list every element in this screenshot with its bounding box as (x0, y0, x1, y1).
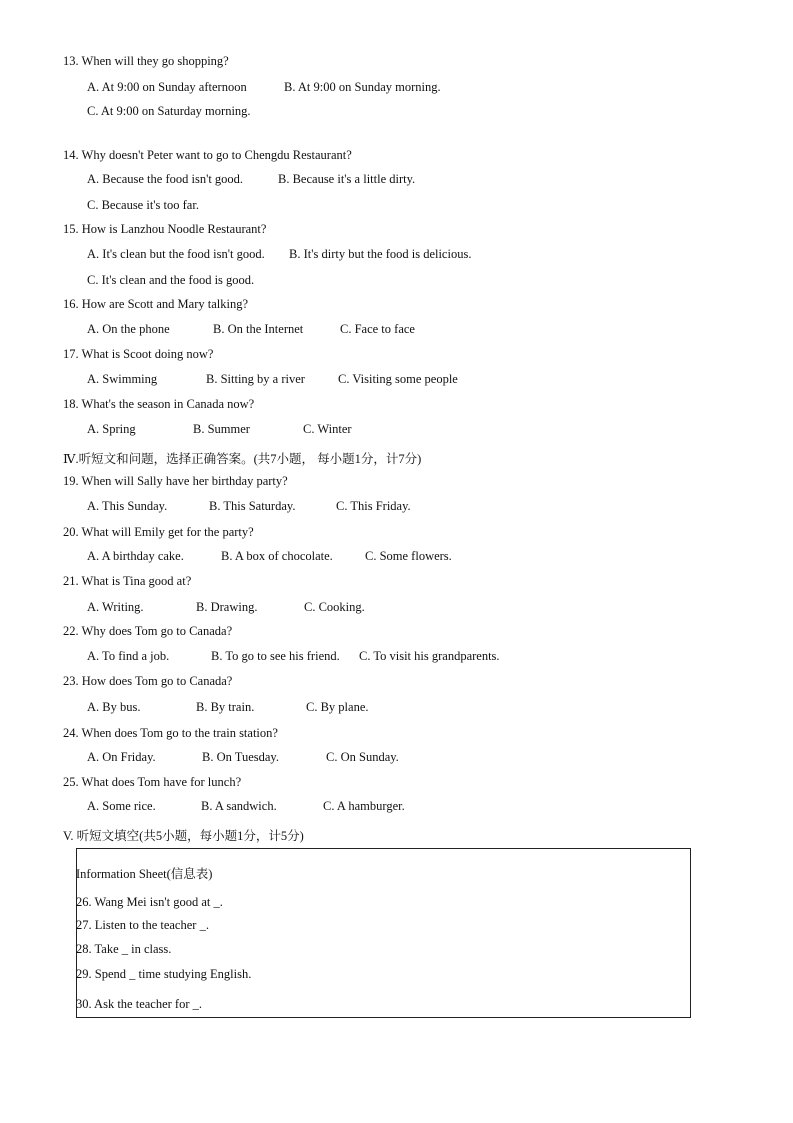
question-21: 21. What is Tina good at? (63, 574, 192, 588)
section-iv-heading: Ⅳ.听短文和问题，选择正确答案。(共7小题， 每小题1分，计7分) (63, 452, 422, 466)
option-17a[interactable]: A. Swimming (87, 372, 158, 386)
option-24b[interactable]: B. On Tuesday. (202, 750, 279, 764)
option-23b[interactable]: B. By train. (196, 700, 255, 714)
option-21c[interactable]: C. Cooking. (304, 600, 365, 614)
option-15b[interactable]: B. It's dirty but the food is delicious. (289, 247, 472, 261)
information-sheet-title: Information Sheet(信息表) (76, 867, 213, 881)
option-25c[interactable]: C. A hamburger. (323, 799, 405, 813)
option-22a[interactable]: A. To find a job. (87, 649, 170, 663)
option-24c[interactable]: C. On Sunday. (326, 750, 399, 764)
option-19c[interactable]: C. This Friday. (336, 499, 411, 513)
option-16a[interactable]: A. On the phone (87, 322, 170, 336)
blank-line-30[interactable]: 30. Ask the teacher for _. (76, 997, 203, 1011)
option-19b[interactable]: B. This Saturday. (209, 499, 296, 513)
option-23a[interactable]: A. By bus. (87, 700, 141, 714)
option-14a[interactable]: A. Because the food isn't good. (87, 172, 244, 186)
option-13a[interactable]: A. At 9:00 on Sunday afternoon (87, 80, 247, 94)
option-15a[interactable]: A. It's clean but the food isn't good. (87, 247, 265, 261)
section-v-heading: V. 听短文填空(共5小题，每小题1分，计5分) (63, 829, 304, 843)
blank-line-27[interactable]: 27. Listen to the teacher _. (76, 918, 209, 932)
question-24: 24. When does Tom go to the train station? (63, 726, 278, 740)
option-24a[interactable]: A. On Friday. (87, 750, 156, 764)
question-14: 14. Why doesn't Peter want to go to Chengdu Restaurant? (63, 148, 352, 162)
question-22: 22. Why does Tom go to Canada? (63, 624, 233, 638)
option-16b[interactable]: B. On the Internet (213, 322, 304, 336)
question-18: 18. What's the season in Canada now? (63, 397, 255, 411)
blank-line-29[interactable]: 29. Spend _ time studying English. (76, 967, 252, 981)
option-22b[interactable]: B. To go to see his friend. (211, 649, 340, 663)
blank-line-28[interactable]: 28. Take _ in class. (76, 942, 172, 956)
question-17: 17. What is Scoot doing now? (63, 347, 214, 361)
option-20b[interactable]: B. A box of chocolate. (221, 549, 333, 563)
option-20a[interactable]: A. A birthday cake. (87, 549, 184, 563)
option-13c[interactable]: C. At 9:00 on Saturday morning. (87, 104, 251, 118)
question-25: 25. What does Tom have for lunch? (63, 775, 242, 789)
question-19: 19. When will Sally have her birthday party? (63, 474, 288, 488)
option-25b[interactable]: B. A sandwich. (201, 799, 277, 813)
option-13b[interactable]: B. At 9:00 on Sunday morning. (284, 80, 441, 94)
option-25a[interactable]: A. Some rice. (87, 799, 156, 813)
question-16: 16. How are Scott and Mary talking? (63, 297, 249, 311)
option-18b[interactable]: B. Summer (193, 422, 250, 436)
question-13: 13. When will they go shopping? (63, 54, 229, 68)
option-17b[interactable]: B. Sitting by a river (206, 372, 305, 386)
option-21a[interactable]: A. Writing. (87, 600, 144, 614)
option-18c[interactable]: C. Winter (303, 422, 352, 436)
option-23c[interactable]: C. By plane. (306, 700, 369, 714)
option-19a[interactable]: A. This Sunday. (87, 499, 168, 513)
option-16c[interactable]: C. Face to face (340, 322, 415, 336)
option-21b[interactable]: B. Drawing. (196, 600, 258, 614)
question-20: 20. What will Emily get for the party? (63, 525, 254, 539)
option-14b[interactable]: B. Because it's a little dirty. (278, 172, 416, 186)
option-22c[interactable]: C. To visit his grandparents. (359, 649, 500, 663)
option-20c[interactable]: C. Some flowers. (365, 549, 452, 563)
option-18a[interactable]: A. Spring (87, 422, 136, 436)
option-17c[interactable]: C. Visiting some people (338, 372, 458, 386)
blank-line-26[interactable]: 26. Wang Mei isn't good at _. (76, 895, 223, 909)
question-15: 15. How is Lanzhou Noodle Restaurant? (63, 222, 267, 236)
question-23: 23. How does Tom go to Canada? (63, 674, 233, 688)
option-14c[interactable]: C. Because it's too far. (87, 198, 199, 212)
option-15c[interactable]: C. It's clean and the food is good. (87, 273, 255, 287)
